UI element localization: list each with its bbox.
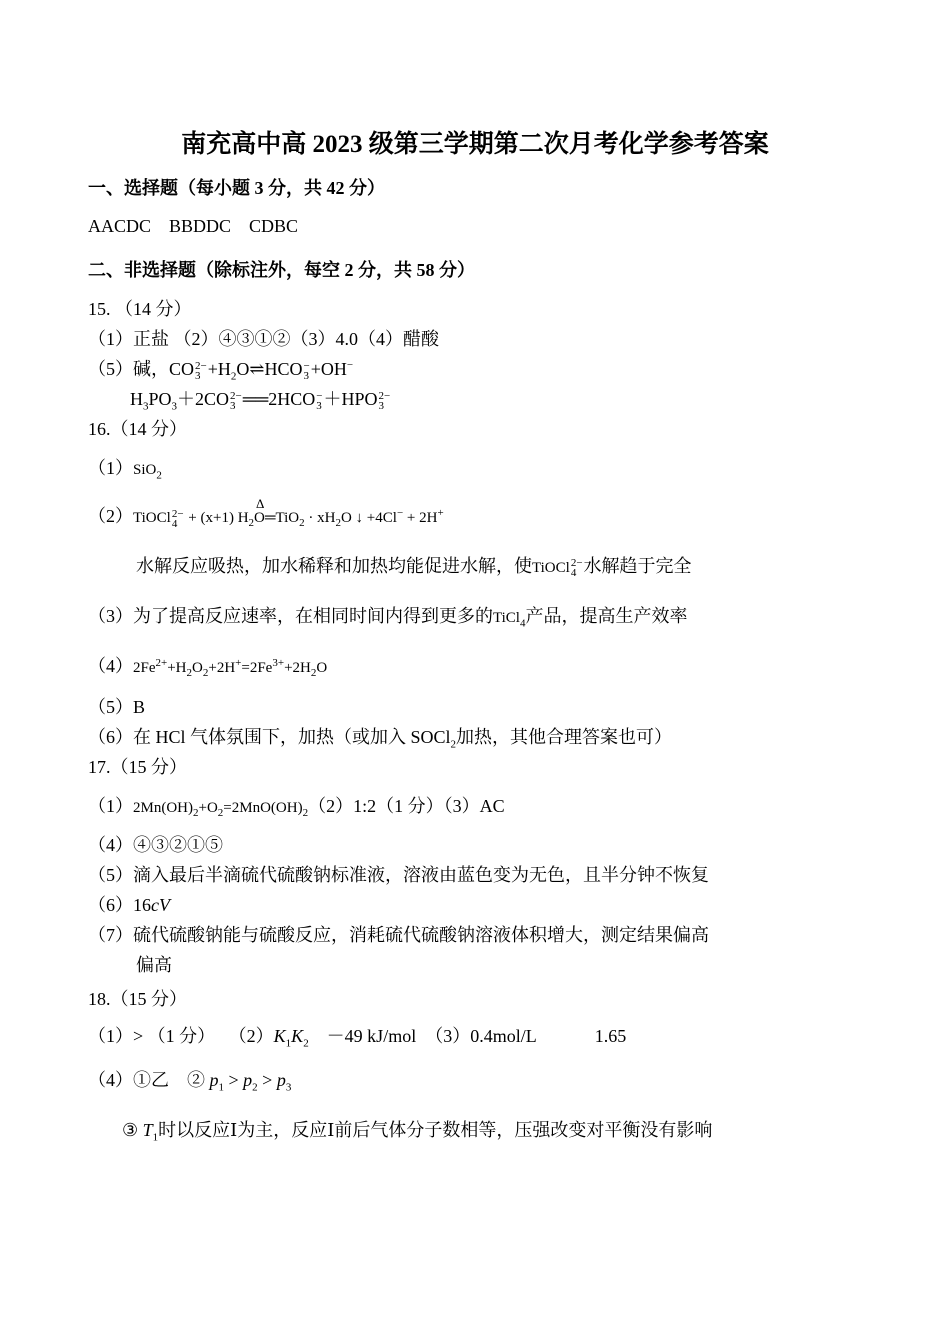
section-2-heading: 二、非选择题（除标注外，每空 2 分，共 58 分） — [88, 260, 475, 280]
page-title: 南充高中高 2023 级第三学期第二次月考化学参考答案 — [181, 131, 769, 158]
q17-line-3: （5）滴入最后半滴硫代硫酸钠标准液，溶液由蓝色变为无色，且半分钟不恢复 — [88, 865, 709, 885]
q17-line-4: （6）16cV — [88, 895, 170, 915]
q16-line-3: 水解反应吸热，加水稀释和加热均能促进水解，使TiOCl 2− 4 水解趋于完全 — [136, 556, 692, 579]
q15-line-1: （1）正盐 （2）④③①②（3）4.0（4）醋酸 — [88, 329, 439, 349]
q15-line-3: $H_3PO_3+2CO$ 2− 3 ══2HCO − 3 ＋HPO 2− 3 — [130, 389, 391, 413]
q18-line-3: ③ $T_1$时以反应Ⅰ为主，反应Ⅰ前后气体分子数相等，压强改变对平衡没有影响 — [122, 1120, 713, 1144]
q16-line-5: $(4)2Fe^{2+}+H_2O_2+2H^+=2Fe^{3+}+2H_2O$ — [88, 656, 328, 679]
q16-line-6: （5）B — [88, 697, 146, 717]
q16-line-7: （6）在 HCl 气体氛围下，加热（或加入 SOCl$_2$加热，其他合理答案也可） — [88, 727, 673, 751]
q17-line-6: 偏高 — [136, 955, 172, 975]
section-1-heading: 一、选择题（每小题 3 分，共 42 分） — [88, 178, 385, 198]
q15-line-2: （5）碱，CO 2− 3 $+H_2O\rightleftharpoons HCO$ − 3 +OH− — [88, 359, 354, 383]
q16-line-1: （1）SiO$_2$ — [88, 458, 162, 482]
q16-line-2: （2）TiOCl 2− 4 + (x+1) $H_2$ Δ O═TiO$_2$ · $xH_2O$ ↓ +4Cl− + 2H+ — [88, 496, 444, 530]
q17-line-1: $(1)2Mn(OH)_2+O_2=2MnO(OH)_2(2)1:2(1$ 分）（3）AC — [88, 796, 505, 819]
choice-answers: AACDC BBDDC CDBC — [88, 216, 299, 236]
q16-header: 16.（14 分） — [88, 419, 187, 439]
q18-header: 18.（15 分） — [88, 989, 187, 1009]
q17-line-2: （4）④③②①⑤ — [88, 835, 223, 855]
q18-line-2: （4）①乙 ② $p_1 > p_2 > p_3$ — [88, 1070, 292, 1094]
q15-header: 15. （14 分） — [88, 299, 192, 319]
q16-line-4: （3）为了提高反应速率，在相同时间内得到更多的TiCl$_4$产品，提高生产效率 — [88, 606, 688, 630]
q17-header: 17.（15 分） — [88, 757, 187, 777]
q17-line-5: （7）硫代硫酸钠能与硫酸反应，消耗硫代硫酸钠溶液体积增大，测定结果偏高 — [88, 925, 709, 945]
q18-line-1: （1）> （1 分） $(2)K_1K_2$ －49 kJ/mol （3）0.4mol/L 1.65 — [88, 1026, 627, 1050]
